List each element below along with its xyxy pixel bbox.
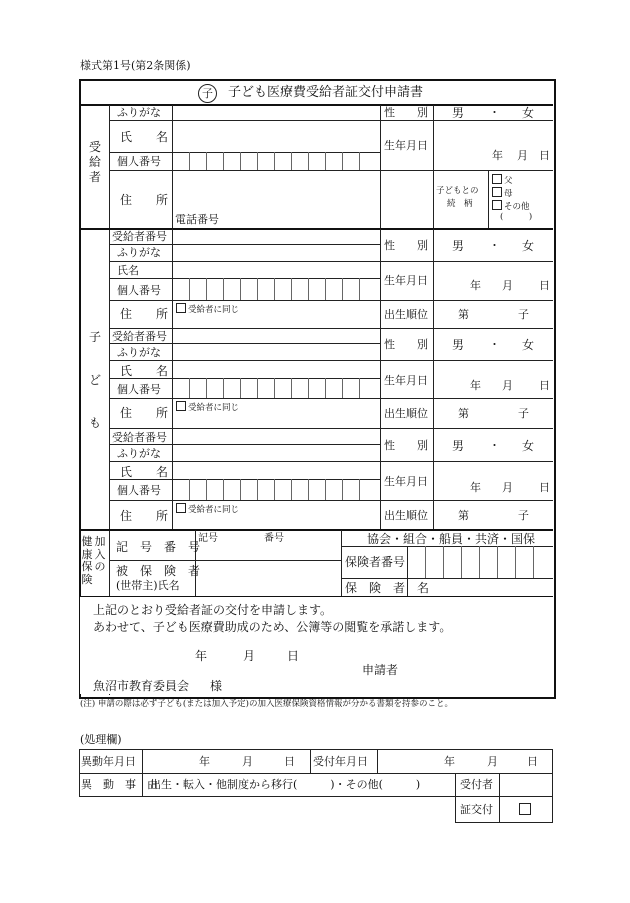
digit-cell-divider <box>342 479 343 500</box>
recipient-personal-number-label: 個人番号 <box>117 155 161 168</box>
child1-male-option[interactable]: 男 <box>452 239 465 253</box>
digit-cell-divider <box>257 278 258 300</box>
insurer-name-label: 保 険 者 名 <box>345 581 430 595</box>
digit-cell-divider <box>189 479 190 500</box>
recipient-section-label: 受 給 者 <box>88 140 101 184</box>
digit-cell-divider <box>342 278 343 300</box>
digit-cell-divider <box>274 479 275 500</box>
child1-address-label: 住 所 <box>120 307 169 321</box>
recipient-sex-label: 性 別 <box>384 106 428 119</box>
insurance-section-label: 健 康 保 険 <box>81 535 93 586</box>
child1-female-option[interactable]: 女 <box>522 239 535 253</box>
child1-same-checkbox[interactable]: 受給者に同じ <box>176 303 239 315</box>
change-date-label: 異動年月日 <box>81 755 136 768</box>
child3-name-label: 氏 名 <box>120 465 169 479</box>
digit-cell-divider <box>325 278 326 300</box>
relation-other-checkbox[interactable]: その他 <box>492 200 530 212</box>
digit-cell-divider <box>189 378 190 398</box>
digit-cell-divider <box>308 479 309 500</box>
insurance-types: 協会・組合・船員・共済・国保 <box>367 532 536 546</box>
child2-furigana-label: ふりがな <box>117 346 161 359</box>
digit-cell-divider <box>342 378 343 398</box>
child2-male-option[interactable]: 男 <box>452 338 465 352</box>
digit-cell-divider <box>257 479 258 500</box>
recipient-address-label: 住 所 <box>120 193 169 207</box>
declaration-line-1: 上記のとおり受給者証の交付を申請します。 <box>93 603 333 617</box>
digit-cell-divider <box>291 278 292 300</box>
child2-recipient-number-label: 受給者番号 <box>112 330 167 343</box>
child1-recipient-number-label: 受給者番号 <box>112 230 167 243</box>
child3-address-label: 住 所 <box>120 509 169 523</box>
change-reasons: 出生・転入・他制度から移行( )・その他( ) <box>150 778 421 791</box>
insured-label: 被 保 険 者 <box>116 564 201 578</box>
child3-furigana-label: ふりがな <box>117 447 161 460</box>
child2-name-label: 氏 名 <box>120 364 169 378</box>
child3-female-option[interactable]: 女 <box>522 439 535 453</box>
child2-same-checkbox[interactable]: 受給者に同じ <box>176 401 239 413</box>
digit-cell-divider <box>359 378 360 398</box>
digit-cell-divider <box>206 378 207 398</box>
recipient-name-label: 氏 名 <box>120 130 169 144</box>
child2-personal-number-label: 個人番号 <box>117 383 161 396</box>
child2-female-option[interactable]: 女 <box>522 338 535 352</box>
child3-personal-number-label: 個人番号 <box>117 484 161 497</box>
digit-cell-divider <box>206 278 207 300</box>
child3-same-checkbox[interactable]: 受給者に同じ <box>176 503 239 515</box>
child3-male-option[interactable]: 男 <box>452 439 465 453</box>
change-reason-label: 異 動 事 由 <box>81 778 158 791</box>
form-number: 様式第1号(第2条関係) <box>80 59 191 72</box>
digit-cell-divider <box>257 378 258 398</box>
digit-cell-divider <box>223 278 224 300</box>
digit-cell-divider <box>291 479 292 500</box>
insurance-symbol-number-label: 記 号 番 号 <box>116 540 201 554</box>
digit-cell-divider <box>291 378 292 398</box>
digit-cell-divider <box>359 479 360 500</box>
digit-cell-divider <box>359 278 360 300</box>
digit-cell-divider <box>189 278 190 300</box>
insurer-number-label: 保険者番号 <box>345 555 406 569</box>
recipient-female-option[interactable]: 女 <box>522 106 535 120</box>
form-title: 子ども医療費受給者証交付申請書 <box>228 85 424 100</box>
applicant-label: 申請者 <box>362 663 399 677</box>
children-section-label: 子 ど も <box>88 330 101 431</box>
relation-mother-checkbox[interactable]: 母 <box>492 187 513 199</box>
digit-cell-divider <box>223 479 224 500</box>
addressee: 魚沼市教育委員会 <box>93 679 190 693</box>
receiver-label: 受付者 <box>460 778 493 791</box>
note: (注) 申請の際は必ず子ども(または加入予定)の加入医療保険資格情報が分かる書類を持参のこと。 <box>80 699 453 709</box>
digit-cell-divider <box>274 278 275 300</box>
child1-furigana-label: ふりがな <box>117 246 161 259</box>
child3-recipient-number-label: 受給者番号 <box>112 431 167 444</box>
relation-father-checkbox[interactable]: 父 <box>492 174 513 186</box>
recipient-furigana-label: ふりがな <box>117 106 161 119</box>
child1-name-label: 氏名 <box>117 264 139 277</box>
child2-address-label: 住 所 <box>120 406 169 420</box>
digit-cell-divider <box>240 278 241 300</box>
child-mark-icon: 子 <box>198 84 217 103</box>
receive-date-label: 受付年月日 <box>313 755 368 768</box>
child1-personal-number-label: 個人番号 <box>117 284 161 297</box>
digit-cell-divider <box>240 378 241 398</box>
recipient-dob-label: 生年月日 <box>384 139 428 152</box>
recipient-male-option[interactable]: 男 <box>452 106 465 120</box>
digit-cell-divider <box>240 479 241 500</box>
card-issue-checkbox[interactable] <box>519 803 531 815</box>
card-issue-label: 証交付 <box>460 803 493 816</box>
digit-cell-divider <box>325 378 326 398</box>
digit-cell-divider <box>308 378 309 398</box>
relation-label: 子どもとの <box>436 186 479 196</box>
digit-cell-divider <box>325 479 326 500</box>
digit-cell-divider <box>223 378 224 398</box>
digit-cell-divider <box>308 278 309 300</box>
declaration-line-2: あわせて、子ども医療費助成のため、公簿等の閲覧を承諾します。 <box>93 620 452 634</box>
recipient-phone-label: 電話番号 <box>175 213 219 226</box>
digit-cell-divider <box>274 378 275 398</box>
digit-cell-divider <box>206 479 207 500</box>
processing-heading: (処理欄) <box>80 733 122 746</box>
